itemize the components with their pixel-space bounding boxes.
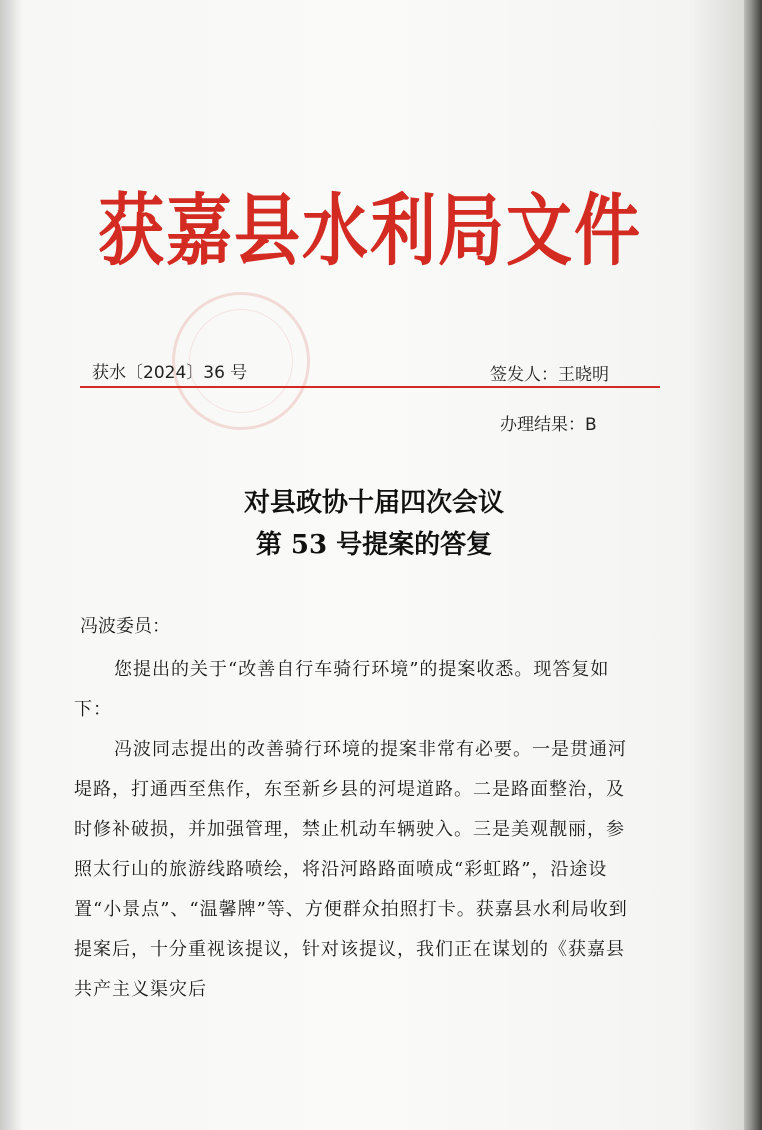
- handling-result: 办理结果：B: [500, 415, 597, 435]
- signer: 签发人：王晓明: [490, 365, 609, 385]
- page-edge: [744, 0, 762, 1130]
- document-number: 获水〔2024〕36 号: [92, 363, 248, 383]
- document-header-title: 获嘉县水利局文件: [98, 184, 642, 277]
- header-divider: [80, 386, 660, 388]
- paragraph-2: 冯波同志提出的改善骑行环境的提案非常有必要。一是贯通河堤路，打通西至焦作，东至新乡县的河堤道路。二是路面整治，及时修补破损，并加强管理，禁止机动车辆驶入。三是美观靓丽，参照太行山的旅游线路喷绘，将沿河路路面喷成“彩虹路”，沿途设置“小景点”、“温馨牌”等、方便群众拍照打卡。获嘉县水利局收到提案后，十分重视该提议，针对该提议，我们正在谋划的《获嘉县共产主义渠灾后: [74, 739, 628, 1000]
- document-title-line-1: 对县政协十届四次会议: [243, 488, 504, 518]
- salutation: 冯波委员：: [80, 616, 170, 637]
- paragraph-1: 您提出的关于“改善自行车骑行环境”的提案收悉。现答复如下：: [74, 659, 610, 720]
- document-title-line-2: 第 53 号提案的答复: [255, 530, 493, 560]
